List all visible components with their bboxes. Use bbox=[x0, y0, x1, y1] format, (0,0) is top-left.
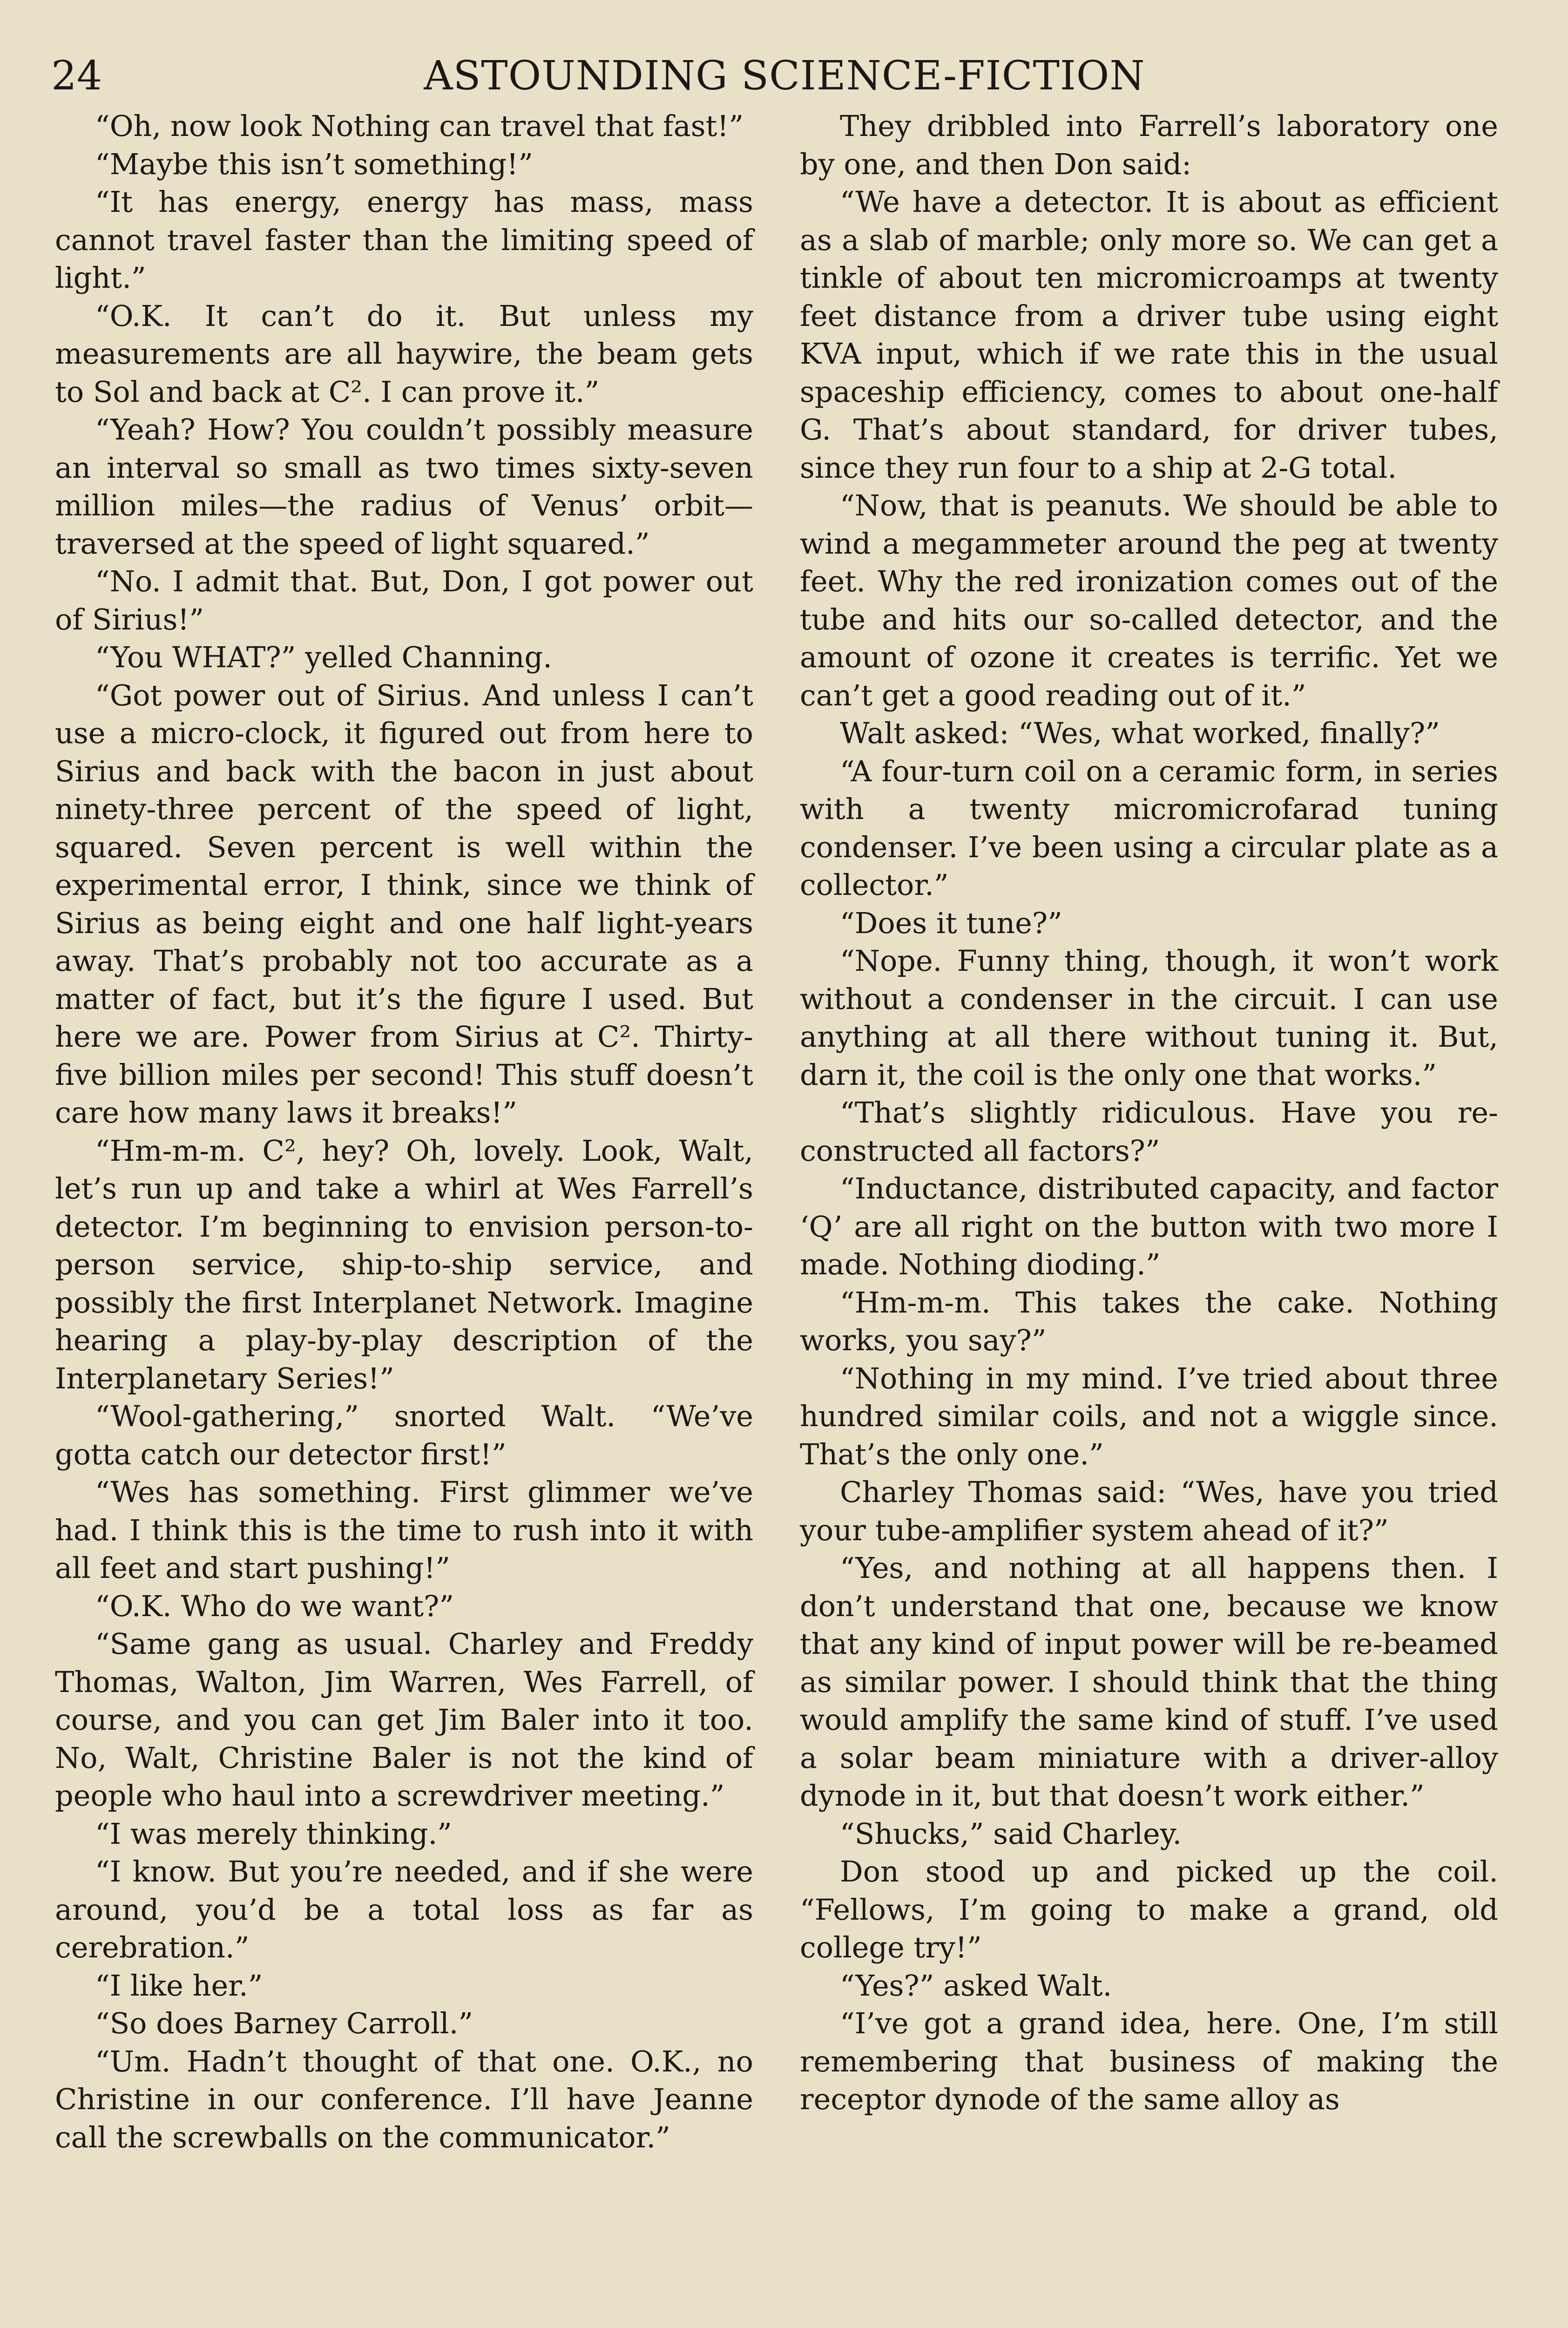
page-header bbox=[51, 41, 1518, 111]
paragraph: “Wool-gathering,” snorted Walt. “We’ve gotta catch our detector first!” bbox=[55, 1399, 753, 1471]
paragraph: “Hm-m-m. C², hey? Oh, lovely. Look, Walt, let’s run up and take a whirl at Wes Farrell’s detector. I’m beginning to envision person-to-person service, ship-to-ship service, and possibly the first Interplanet Network. Imagine hearing a play-by-play description of the Interplanetary Series!” bbox=[55, 1133, 753, 1395]
paragraph: “Hm-m-m. This takes the cake. Nothing works, you say?” bbox=[800, 1285, 1498, 1357]
paragraph: “O.K. Who do we want?” bbox=[95, 1589, 454, 1623]
paragraph: “Now, that is peanuts. We should be able to wind a megammeter around the peg at twenty feet. Why the red ironization comes out of the tube and hits our so-called detector, and the amount of ozone it creates is terrific. Yet we can’t get a good reading out of it.” bbox=[800, 488, 1498, 712]
page-number: 24 bbox=[51, 53, 102, 99]
paragraph: “Oh, now look Nothing can travel that fast!” bbox=[95, 109, 744, 143]
paragraph: “It has energy, energy has mass, mass cannot travel faster than the limiting speed of light.” bbox=[55, 185, 753, 295]
paragraph: Walt asked: “Wes, what worked, finally?” bbox=[840, 716, 1440, 750]
paragraph: “Got power out of Sirius. And unless I can’t use a micro-clock, it figured out from here to Sirius and back with the bacon in just about ninety-three percent of the speed of light, squared. Seven percent is well within the experimental error, I think, since we think of Sirius as being eight and one half light-years away. That’s probably not too accurate as a matter of fact, but it’s the figure I used. But here we are. Power from Sirius at C². Thirty-five billion miles per second! This stuff doesn’t care how many laws it breaks!” bbox=[55, 678, 753, 1130]
paragraph: “Maybe this isn’t something!” bbox=[95, 147, 533, 181]
paragraph: “You WHAT?” yelled Channing. bbox=[95, 640, 552, 674]
paragraph: “Yeah? How? You couldn’t possibly measure an interval so small as two times sixty-seven million miles—the radius of Venus’ orbit—traversed at the speed of light squared.” bbox=[55, 413, 753, 561]
paragraph: They dribbled into Farrell’s laboratory one by one, and then Don said: bbox=[800, 109, 1498, 181]
paragraph: “O.K. It can’t do it. But unless my measurements are all haywire, the beam gets to Sol and back at C². I can prove it.” bbox=[55, 298, 753, 409]
running-title: ASTOUNDING SCIENCE-FICTION bbox=[424, 53, 1145, 99]
paragraph: “I’ve got a grand idea, here. One, I’m still remembering that business of making the receptor dynode of the same alloy as bbox=[800, 2006, 1498, 2116]
paragraph: Don stood up and picked up the coil. “Fellows, I’m going to make a grand, old college try!” bbox=[800, 1854, 1498, 1964]
left-column bbox=[55, 107, 753, 2156]
paragraph: “Nope. Funny thing, though, it won’t work without a condenser in the circuit. I can use anything at all there without tuning it. But, darn it, the coil is the only one that works.” bbox=[800, 944, 1498, 1092]
paragraph: “No. I admit that. But, Don, I got power out of Sirius!” bbox=[55, 564, 753, 636]
paragraph: “I like her.” bbox=[95, 1968, 263, 2003]
paragraph: “Inductance, distributed capacity, and factor ‘Q’ are all right on the button with two more I made. Nothing dioding.” bbox=[800, 1171, 1498, 1281]
paragraph: “Yes, and nothing at all happens then. I don’t understand that one, because we know that any kind of input power will be re-beamed as similar power. I should think that the thing would amplify the same kind of stuff. I’ve used a solar beam miniature with a driver-alloy dynode in it, but that doesn’t work either.” bbox=[800, 1551, 1498, 1813]
paragraph: “Um. Hadn’t thought of that one. O.K., no Christine in our conference. I’ll have Jeanne call the screwballs on the communicator.” bbox=[55, 2044, 753, 2154]
paragraph: “Shucks,” said Charley. bbox=[840, 1816, 1182, 1851]
paragraph: “So does Barney Carroll.” bbox=[95, 2006, 473, 2040]
paragraph: Charley Thomas said: “Wes, have you tried your tube-amplifier system ahead of it?” bbox=[800, 1475, 1498, 1547]
paragraph: “We have a detector. It is about as efficient as a slab of marble; only more so. We can get a tinkle of about ten micromicroamps at twenty feet distance from a driver tube using eight KVA input, which if we rate this in the usual spaceship efficiency, comes to about one-half G. That’s about standard, for driver tubes, since they run four to a ship at 2-G total. bbox=[800, 185, 1498, 485]
paragraph: “Nothing in my mind. I’ve tried about three hundred similar coils, and not a wiggle since. That’s the only one.” bbox=[800, 1361, 1498, 1471]
paragraph: “I was merely thinking.” bbox=[95, 1816, 452, 1851]
paragraph: “A four-turn coil on a ceramic form, in series with a twenty micromicrofarad tuning condenser. I’ve been using a circular plate as a collector.” bbox=[800, 754, 1498, 902]
paragraph: “Same gang as usual. Charley and Freddy Thomas, Walton, Jim Warren, Wes Farrell, of course, and you can get Jim Baler into it too. No, Walt, Christine Baler is not the kind of people who haul into a screwdriver meeting.” bbox=[55, 1627, 753, 1813]
paragraph: “I know. But you’re needed, and if she were around, you’d be a total loss as far as cerebration.” bbox=[55, 1854, 753, 1964]
paragraph: “Does it tune?” bbox=[840, 906, 1062, 940]
paragraph: “That’s slightly ridiculous. Have you reconstructed all factors?” bbox=[800, 1096, 1498, 1168]
paragraph: “Wes has something. First glimmer we’ve had. I think this is the time to rush into it with all feet and start pushing!” bbox=[55, 1475, 753, 1585]
paragraph: “Yes?” asked Walt. bbox=[840, 1968, 1112, 2003]
right-column bbox=[800, 107, 1498, 2118]
